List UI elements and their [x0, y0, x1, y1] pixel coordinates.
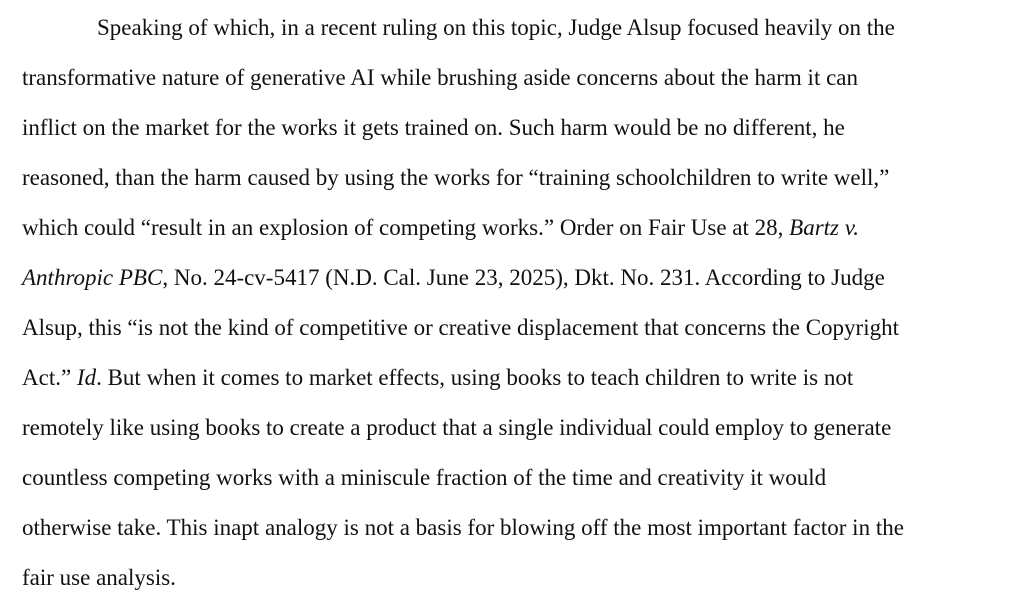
- paragraph-line: [22, 464, 826, 492]
- paragraph-line: [22, 64, 858, 92]
- paragraph-line: [22, 414, 891, 442]
- line-text: Act.”: [22, 365, 77, 390]
- paragraph-line: [22, 164, 889, 192]
- paragraph-line: [22, 514, 904, 542]
- line-text: Alsup, this “is not the kind of competitive or creative displacement that concerns the Copyright: [22, 315, 899, 340]
- line-text: countless competing works with a miniscule fraction of the time and creativity it would: [22, 465, 827, 490]
- paragraph-line: [22, 114, 845, 142]
- line-text: which could “result in an explosion of competing works.” Order on Fair Use at 28,: [22, 215, 790, 240]
- paragraph-line: [22, 264, 885, 292]
- paragraph-line: [22, 564, 176, 592]
- id-citation-italic: Id: [76, 365, 97, 390]
- line-text: . But when it comes to market effects, using books to teach children to write is not: [96, 365, 854, 390]
- line-text: remotely like using books to create a product that a single individual could employ to generate: [22, 415, 892, 440]
- case-name-italic: Bartz v.: [789, 215, 859, 240]
- line-text: fair use analysis.: [22, 565, 176, 590]
- line-text: Speaking of which, in a recent ruling on this topic, Judge Alsup focused heavily on the: [97, 15, 895, 40]
- case-name-italic: Anthropic PBC: [22, 265, 163, 290]
- line-text: transformative nature of generative AI while brushing aside concerns about the harm it can: [22, 65, 859, 90]
- paragraph-line: [22, 364, 853, 392]
- paragraph-line: [22, 214, 859, 242]
- paragraph-line: [97, 14, 895, 42]
- line-text: inflict on the market for the works it gets trained on. Such harm would be no different, he: [22, 115, 845, 140]
- paragraph-line: [22, 314, 899, 342]
- line-text: reasoned, than the harm caused by using the works for “training schoolchildren to write well,”: [22, 165, 890, 190]
- line-text: otherwise take. This inapt analogy is not a basis for blowing off the most important factor in the: [22, 515, 904, 540]
- line-text: , No. 24-cv-5417 (N.D. Cal. June 23, 2025), Dkt. No. 231. According to Judge: [162, 265, 885, 290]
